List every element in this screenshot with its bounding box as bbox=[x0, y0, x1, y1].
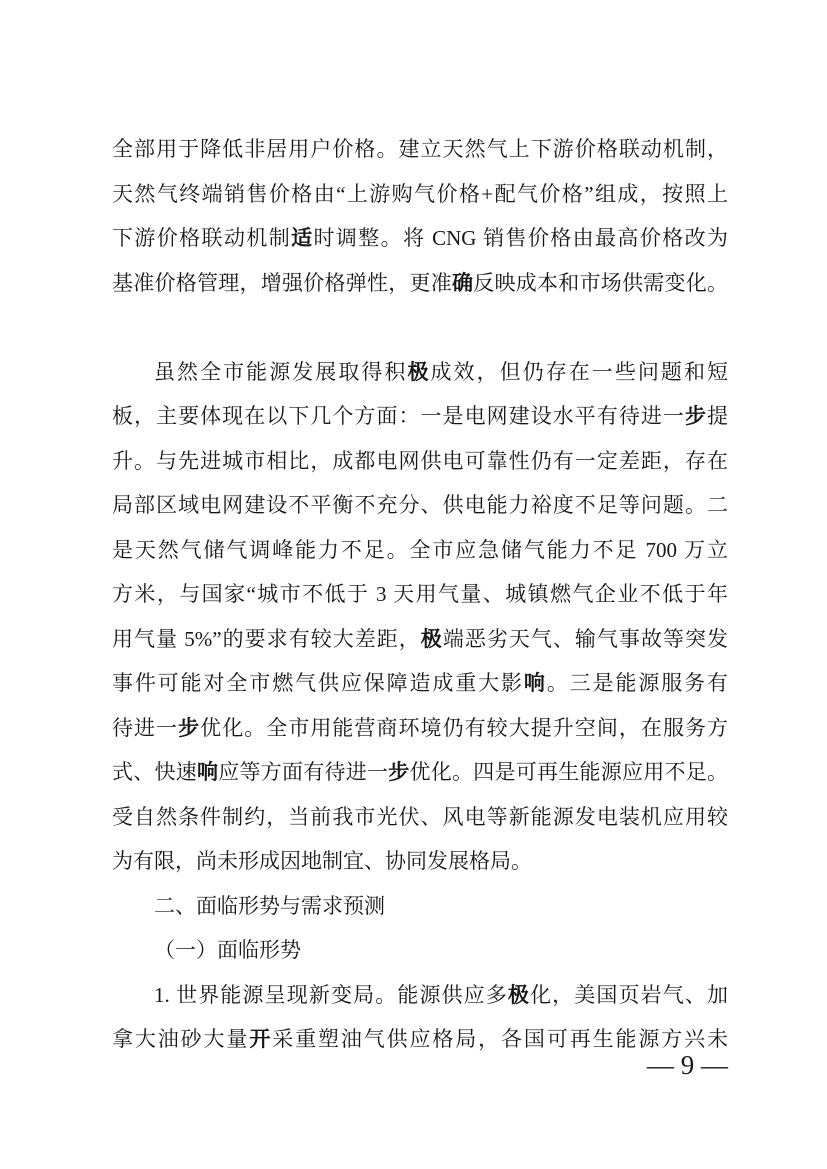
text-line bbox=[112, 839, 728, 884]
emphasis-text: 极 bbox=[420, 626, 443, 651]
text-segment: 提 bbox=[707, 404, 728, 428]
text-segment: 是天然气储气调峰能力不足。全市应急储气能力不足 700 万立 bbox=[112, 537, 728, 562]
text-segment: 虽然全市能源发展取得积 bbox=[154, 359, 408, 384]
text-segment: 待进一 bbox=[112, 715, 179, 740]
text-segment: 全部用于降低非居用户价格。建立天然气上下游价格联动机制， bbox=[112, 137, 728, 161]
text-segment: 优化。全市用能营商环境仍有较大提升空间，在服务方 bbox=[200, 715, 728, 740]
text-segment: （一）面临形势 bbox=[154, 938, 301, 962]
text-segment: 采重塑油气供应格局，各国可再生能源方兴未 bbox=[272, 1027, 728, 1051]
text-line bbox=[112, 617, 728, 662]
blank-line bbox=[112, 305, 728, 350]
text-line bbox=[112, 394, 728, 439]
text-segment: 为有限，尚未形成因地制宜、协同发展格局。 bbox=[112, 849, 532, 873]
text-segment: 二、面临形势与需求预测 bbox=[154, 893, 385, 918]
text-line bbox=[112, 127, 728, 172]
text-line bbox=[112, 216, 728, 261]
text-segment: 下游价格联动机制 bbox=[112, 226, 292, 250]
text-line bbox=[112, 795, 728, 840]
text-segment: 受自然条件制约，当前我市光伏、风电等新能源发电装机应用较 bbox=[112, 804, 728, 829]
emphasis-text: 步 bbox=[388, 760, 410, 784]
text-line bbox=[112, 706, 728, 751]
text-line bbox=[112, 750, 728, 795]
text-segment: 应等方面有待进一 bbox=[218, 760, 389, 784]
text-line bbox=[112, 350, 728, 395]
text-line bbox=[112, 572, 728, 617]
text-segment: 化，美国页岩气、加 bbox=[530, 982, 728, 1007]
text-segment: 基准价格管理，增强价格弹性，更准 bbox=[112, 270, 452, 295]
emphasis-text: 极 bbox=[407, 359, 431, 384]
text-line bbox=[112, 439, 728, 484]
emphasis-text: 响 bbox=[197, 760, 219, 784]
emphasis-text: 步 bbox=[178, 715, 201, 740]
emphasis-text: 适 bbox=[291, 226, 314, 250]
text-line bbox=[112, 172, 728, 217]
text-segment: 天然气终端销售价格由“上游购气价格+配气价格”组成，按照上 bbox=[112, 181, 728, 206]
emphasis-text: 步 bbox=[684, 404, 708, 428]
text-segment: 式、快速 bbox=[112, 760, 197, 784]
text-segment: 优化。四是可再生能源应用不足。 bbox=[409, 760, 728, 784]
text-line bbox=[112, 261, 728, 306]
text-segment: 反映成本和市场供需变化。 bbox=[473, 270, 728, 295]
text-line bbox=[112, 661, 728, 706]
text-line bbox=[112, 483, 728, 528]
text-segment: 板，主要体现在以下几个方面：一是电网建设水平有待进一 bbox=[112, 404, 685, 428]
heading-subsection bbox=[112, 928, 728, 973]
text-segment: 事件可能对全市燃气供应保障造成重大影 bbox=[112, 671, 524, 695]
footer bbox=[112, 1050, 728, 1080]
text-segment: 用气量 5%”的要求有较大差距， bbox=[112, 626, 421, 651]
text-segment: 成效，但仍存在一些问题和短 bbox=[430, 359, 728, 384]
text-segment: 端恶劣天气、输气事故等突发 bbox=[442, 626, 728, 651]
emphasis-text: 开 bbox=[249, 1027, 273, 1051]
text-segment: 方米，与国家“城市不低于 3 天用气量、城镇燃气企业不低于年 bbox=[112, 582, 728, 606]
text-line bbox=[112, 528, 728, 573]
document-body bbox=[112, 127, 728, 1062]
text-segment: 局部区域电网建设不平衡不充分、供电能力裕度不足等问题。二 bbox=[112, 493, 728, 517]
heading-section bbox=[112, 884, 728, 929]
emphasis-text: 响 bbox=[523, 671, 547, 695]
page-number: — 9 — bbox=[647, 1050, 728, 1080]
emphasis-text: 极 bbox=[507, 982, 531, 1007]
text-segment: 拿大油砂大量 bbox=[112, 1027, 250, 1051]
text-segment: 1. 世界能源呈现新变局。能源供应多 bbox=[154, 982, 508, 1007]
text-line bbox=[112, 973, 728, 1018]
text-segment: 时调整。将 CNG 销售价格由最高价格改为 bbox=[313, 226, 728, 250]
text-segment: 升。与先进城市相比，成都电网供电可靠性仍有一定差距，存在 bbox=[112, 448, 728, 473]
text-segment: 。三是能源服务有 bbox=[546, 671, 728, 695]
emphasis-text: 确 bbox=[452, 270, 474, 295]
